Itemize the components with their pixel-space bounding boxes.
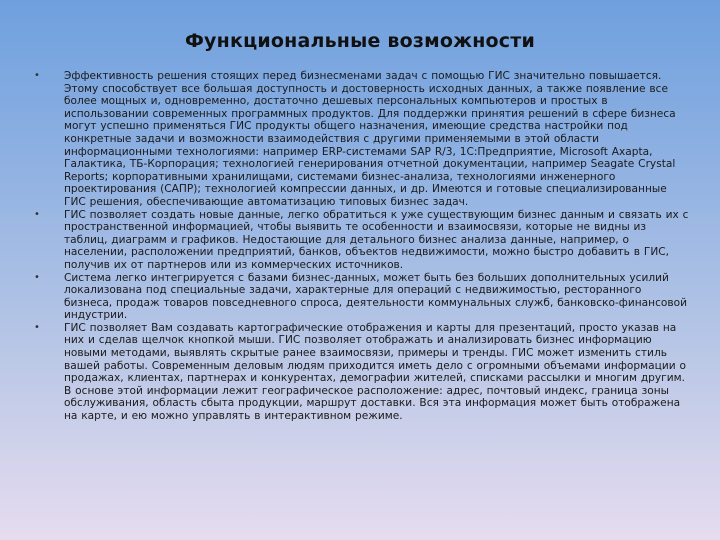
bullet-text: Эффективность решения стоящих перед бизнесменами задач с помощью ГИС значительно повышается. Этому способствует все большая доступность и достоверность исходных данных, а также появление все более мощных и, одновременно, достаточно дешевых персональных компьютеров и простых в использовании современных программных продуктов. Для поддержки принятия решений в сфере бизнеса могут успешно применяться ГИС продукты общего назначения, имеющие средства настройки под конкретные задачи и возможности взаимодействия с другими применяемыми в этой области информационными технологиями: например ERP-системами SAP R/3, 1С:Предприятие, Microsoft Axapta, Галактика, ТБ-Корпорация; технологией генерирования отчетной документации, например Seagate Crystal Reports; корпоративными хранилищами, системами бизнес-анализа, технологиями инженерного проектирования (САПР); технологией компрессии данных, и др. Имеются и готовые специализированные ГИС решения, обеспечивающие автоматизацию типовых бизнес задач. — [64, 70, 676, 208]
bullet-item — [30, 272, 690, 322]
bullet-item — [30, 70, 690, 209]
bullet-item — [30, 322, 690, 423]
bullet-text: ГИС позволяет Вам создавать картографические отображения и карты для презентаций, просто указав на них и сделав щелчок кнопкой мыши. ГИС позволяет отображать и анализировать бизнес информацию новыми методами, выявлять скрытые ранее взаимосвязи, примеры и тренды. ГИС может изменить стиль вашей работы. Современным деловым людям приходится иметь дело с огромными объемами информации о продажах, клиентах, партнерах и конкурентах, демографии жителей, списками рассылки и многим другим. В основе этой информации лежит географическое расположение: адрес, почтовый индекс, граница зоны обслуживания, область сбыта продукции, маршрут доставки. Вся эта информация может быть отображена на карте, и ею можно управлять в интерактивном режиме. — [64, 321, 686, 423]
bullet-icon: • — [34, 208, 40, 220]
bullet-icon: • — [34, 321, 40, 333]
bullet-text: ГИС позволяет создать новые данные, легко обратиться к уже существующим бизнес данным и связать их с пространственной информацией, чтобы выявить те особенности и взаимосвязи, которые не видны из таблиц, диаграмм и графиков. Недостающие для детального бизнес анализа данные, например, о населении, расположении предприятий, банков, объектов недвижимости, можно быстро добавить в ГИС, получив их от партнеров или из коммерческих источников. — [64, 208, 689, 271]
slide-title: Функциональные возможности — [185, 30, 535, 52]
bullet-item — [30, 209, 690, 272]
bullet-icon: • — [34, 271, 40, 283]
bullet-icon: • — [34, 70, 40, 81]
bullet-text: Система легко интегрируется с базами бизнес-данных, может быть без больших дополнительных усилий локализована под специальные задачи, характерные для операций с недвижимостью, ресторанного бизнеса, продаж товаров повседневного спроса, деятельности коммунальных служб, банковско-финансовой индустрии. — [64, 271, 687, 322]
bullet-list — [30, 70, 690, 423]
